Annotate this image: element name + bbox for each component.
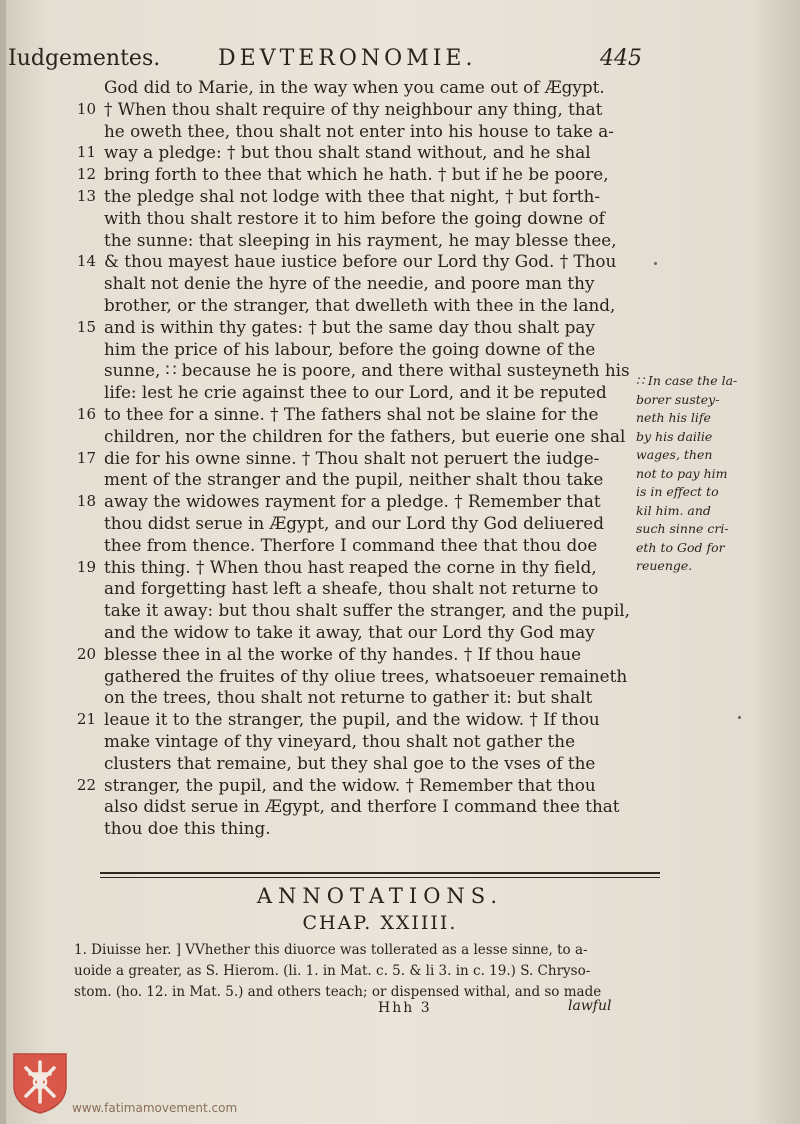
annotation-line: 1. Diuisse her. ] VVhether this diuorce was tollerated as a lesse sinne, to a-	[74, 942, 588, 958]
marginal-note-line: neth his life	[636, 410, 711, 425]
line-text: gathered the fruites of thy oliue trees, whatsoeuer remaineth	[104, 665, 628, 686]
line-text: the pledge shal not lodge with thee that night, † but forth-	[104, 186, 600, 206]
line-text: & thou mayest haue iustice before our Lord thy God. † Thou	[104, 251, 617, 272]
text-line	[0, 163, 660, 185]
text-line	[0, 490, 660, 512]
signature-mark: Hhh 3	[378, 1000, 432, 1016]
marginal-note-line: kil him. and	[636, 502, 711, 518]
marginal-note-line: reuenge.	[636, 558, 693, 573]
text-line	[0, 229, 660, 251]
line-text: children, nor the children for the fathers, but euerie one shal	[104, 425, 626, 446]
annotation-line: stom. (ho. 12. in Mat. 5.) and others teach; or dispensed withal, and so made	[74, 984, 602, 1000]
text-line	[0, 207, 660, 229]
line-text: stranger, the pupil, and the widow. † Remember that thou	[104, 774, 596, 795]
text-line	[0, 272, 660, 294]
line-text: God did to Marie, in the way when you came out of Ægypt.	[104, 77, 605, 97]
marginal-note-line: ∷ In case the la-	[636, 373, 738, 388]
text-line	[0, 76, 660, 98]
text-line	[0, 316, 660, 338]
text-line	[0, 338, 660, 360]
line-text: he oweth thee, thou shalt not enter into his house to take a-	[104, 120, 614, 141]
verse-number: 14	[76, 252, 96, 271]
line-text: way a pledge: † but thou shalt stand without, and he shal	[104, 142, 591, 163]
specks	[738, 716, 741, 719]
line-text: away the widowes rayment for a pledge. † Remember that	[104, 491, 601, 512]
line-text: blesse thee in al the worke of thy handes. † If thou haue	[104, 643, 582, 664]
website-watermark: www.fatimamovement.com	[72, 1101, 238, 1115]
text-line	[0, 795, 660, 817]
text-line	[0, 185, 660, 207]
running-title: Iudgementes.	[8, 46, 161, 71]
verse-number: 17	[76, 448, 96, 467]
verse-number: 22	[76, 775, 96, 794]
text-line	[0, 250, 660, 272]
text-line	[0, 556, 660, 578]
text-line	[0, 708, 660, 730]
line-text: and the widow to take it away, that our Lord thy God may	[104, 622, 595, 642]
text-line	[0, 534, 660, 556]
line-text: with thou shalt restore it to him before the going downe of	[104, 207, 605, 228]
marginal-note-line: is in effect to	[636, 484, 719, 499]
text-line	[0, 447, 660, 469]
catchword: lawful	[568, 998, 612, 1014]
line-text: clusters that remaine, but they shal goe to the vses of the	[104, 752, 596, 773]
annotations-chapter: CHAP. XXIIII.	[302, 912, 458, 934]
text-line	[0, 98, 660, 120]
verse-number: 21	[76, 710, 96, 729]
verse-number: 19	[76, 557, 96, 576]
verse-number: 18	[76, 492, 96, 511]
text-line	[0, 141, 660, 163]
text-line	[0, 403, 660, 425]
section-rule-thin	[100, 877, 660, 878]
line-text: this thing. † When thou hast reaped the corne in thy field,	[104, 556, 597, 577]
verse-number: 16	[76, 405, 96, 423]
text-line	[0, 577, 660, 599]
verse-number: 13	[76, 187, 96, 205]
specks	[654, 262, 657, 265]
line-text: the sunne: that sleeping in his rayment, he may blesse thee,	[104, 229, 617, 250]
line-text: bring forth to thee that which he hath. † but if he be poore,	[104, 164, 609, 185]
text-line	[0, 817, 660, 839]
line-text: life: lest he crie against thee to our Lord, and it be reputed	[104, 382, 607, 403]
line-text: make vintage of thy vineyard, thou shalt not gather the	[104, 731, 576, 751]
verse-number: 15	[76, 317, 96, 336]
marginal-note-line: borer sustey-	[636, 391, 720, 407]
section-rule	[100, 872, 660, 874]
text-line	[0, 468, 660, 490]
line-text: also didst serue in Ægypt, and therfore I command thee that	[104, 796, 620, 817]
annotations-heading: ANNOTATIONS.	[256, 884, 504, 908]
line-text: and forgetting hast left a sheafe, thou shalt not returne to	[104, 578, 599, 599]
marginal-note	[636, 372, 756, 576]
marginal-note-line: eth to God for	[636, 539, 725, 555]
line-text: shalt not denie the hyre of the needie, and poore man thy	[104, 273, 595, 294]
text-line	[0, 621, 660, 643]
marginal-note-line: such sinne cri-	[636, 521, 729, 536]
page-number: 445	[600, 46, 642, 71]
verse-number: 11	[76, 143, 96, 162]
marginal-note-line: by his dailie	[636, 428, 713, 444]
line-text: him the price of his labour, before the going downe of the	[104, 338, 596, 359]
text-line	[0, 512, 660, 534]
line-text: † When thou shalt require of thy neighbour any thing, that	[104, 98, 603, 119]
line-text: on the trees, thou shalt not returne to gather it: but shalt	[104, 687, 593, 708]
text-line	[0, 730, 660, 752]
book-title: DEVTERONOMIE.	[218, 46, 477, 71]
coat-of-arms-logo-icon	[12, 1052, 68, 1114]
line-text: die for his owne sinne. † Thou shalt not peruert the iudge-	[104, 447, 600, 468]
line-text: take it away: but thou shalt suffer the stranger, and the pupil,	[104, 600, 630, 621]
text-line	[0, 359, 660, 381]
text-line	[0, 599, 660, 621]
text-line	[0, 643, 660, 665]
line-text: thou doe this thing.	[104, 818, 271, 839]
text-line	[0, 774, 660, 796]
text-line	[0, 665, 660, 687]
page-header	[0, 40, 800, 76]
marginal-note-line: wages, then	[636, 447, 713, 462]
line-text: ment of the stranger and the pupil, neither shalt thou take	[104, 469, 604, 490]
line-text: and is within thy gates: † but the same day thou shalt pay	[104, 316, 595, 337]
line-text: thee from thence. Therfore I command thee that thou doe	[104, 534, 598, 555]
verse-number: 12	[76, 165, 96, 184]
text-line	[0, 686, 660, 708]
text-line	[0, 425, 660, 447]
marginal-note-line: not to pay him	[636, 465, 728, 481]
line-text: thou didst serue in Ægypt, and our Lord thy God deliuered	[104, 513, 604, 533]
line-text: sunne, ∷ because he is poore, and there withal susteyneth his	[104, 360, 630, 381]
text-line	[0, 381, 660, 403]
line-text: brother, or the stranger, that dwelleth with thee in the land,	[104, 295, 616, 315]
text-line	[0, 294, 660, 316]
line-text: to thee for a sinne. † The fathers shal not be slaine for the	[104, 404, 599, 424]
line-text: leaue it to the stranger, the pupil, and the widow. † If thou	[104, 709, 600, 730]
text-line	[0, 752, 660, 774]
verse-number: 20	[76, 644, 96, 663]
annotation-line: uoide a greater, as S. Hierom. (li. 1. in Mat. c. 5. & li 3. in c. 19.) S. Chryso-	[74, 963, 591, 979]
verse-number: 10	[76, 99, 96, 118]
text-line	[0, 120, 660, 142]
